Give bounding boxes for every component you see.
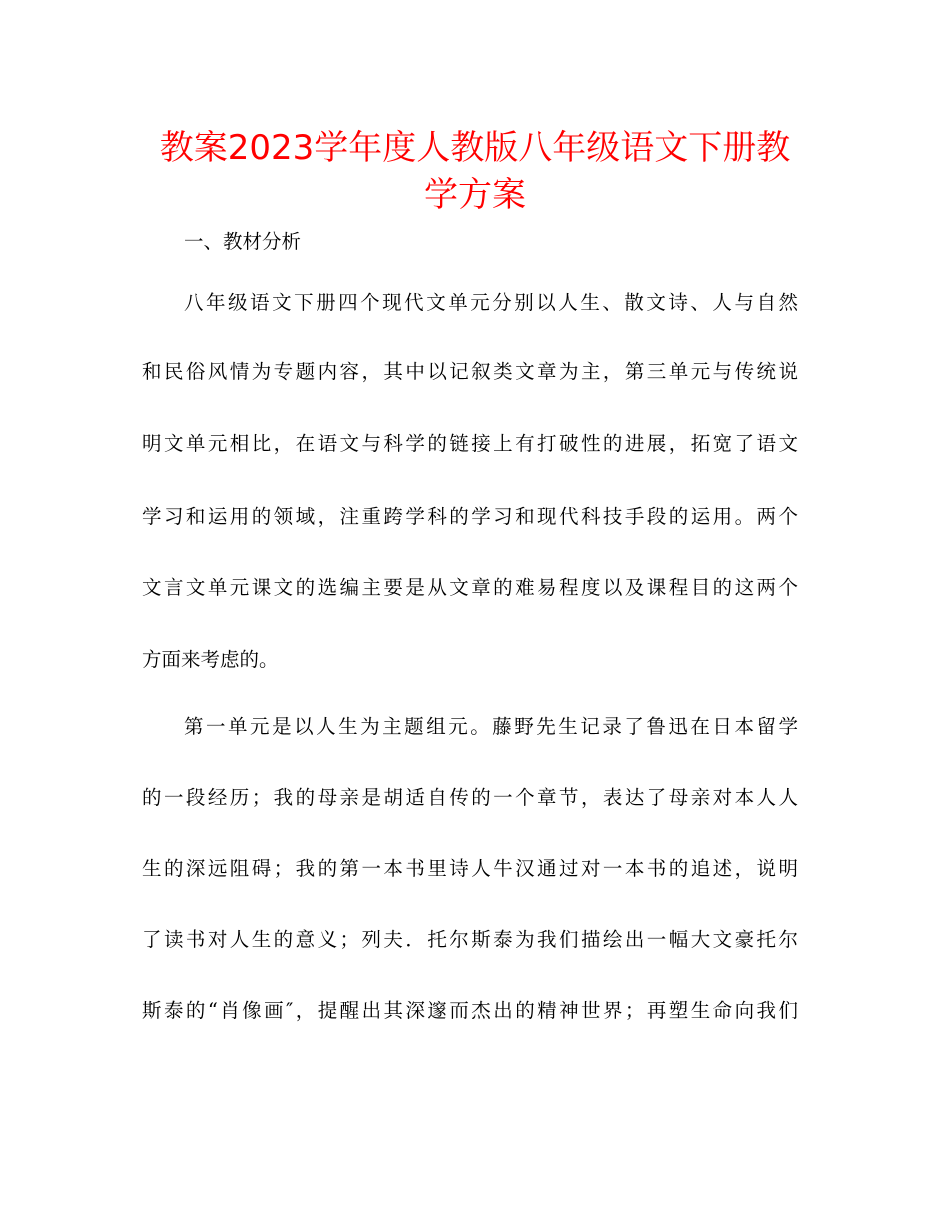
paragraph-1-line-5: 文言文单元课文的选编主要是从文章的难易程度以及课程目的这两个 — [142, 576, 798, 599]
paragraph-1-line-2: 和民俗风情为专题内容，其中以记叙类文章为主，第三单元与传统说 — [142, 360, 798, 383]
paragraph-1-line-6: 方面来考虑的。 — [142, 648, 279, 671]
document-title-line-2: 学方案 — [424, 175, 526, 215]
paragraph-1-line-4: 学习和运用的领域，注重跨学科的学习和现代科技手段的运用。两个 — [142, 505, 798, 528]
section-heading: 一、教材分析 — [184, 230, 302, 253]
paragraph-2-line-4: 了读书对人生的意义；列夫．托尔斯泰为我们描绘出一幅大文豪托尔 — [142, 928, 798, 951]
paragraph-2-line-2: 的一段经历；我的母亲是胡适自传的一个章节，表达了母亲对本人人 — [142, 786, 798, 809]
paragraph-1-line-3: 明文单元相比，在语文与科学的链接上有打破性的进展，拓宽了语文 — [142, 432, 798, 455]
paragraph-2-line-1: 第一单元是以人生为主题组元。藤野先生记录了鲁迅在日本留学 — [184, 715, 798, 738]
paragraph-1-line-1: 八年级语文下册四个现代文单元分别以人生、散文诗、人与自然 — [184, 291, 798, 314]
paragraph-2-line-5: 斯泰的“肖像画″，提醒出其深邃而杰出的精神世界；再塑生命向我们 — [142, 999, 798, 1022]
paragraph-2-line-3: 生的深远阻碍；我的第一本书里诗人牛汉通过对一本书的追述，说明 — [142, 857, 798, 880]
document-title-line-1: 教案2023学年度人教版八年级语文下册教 — [159, 128, 791, 168]
